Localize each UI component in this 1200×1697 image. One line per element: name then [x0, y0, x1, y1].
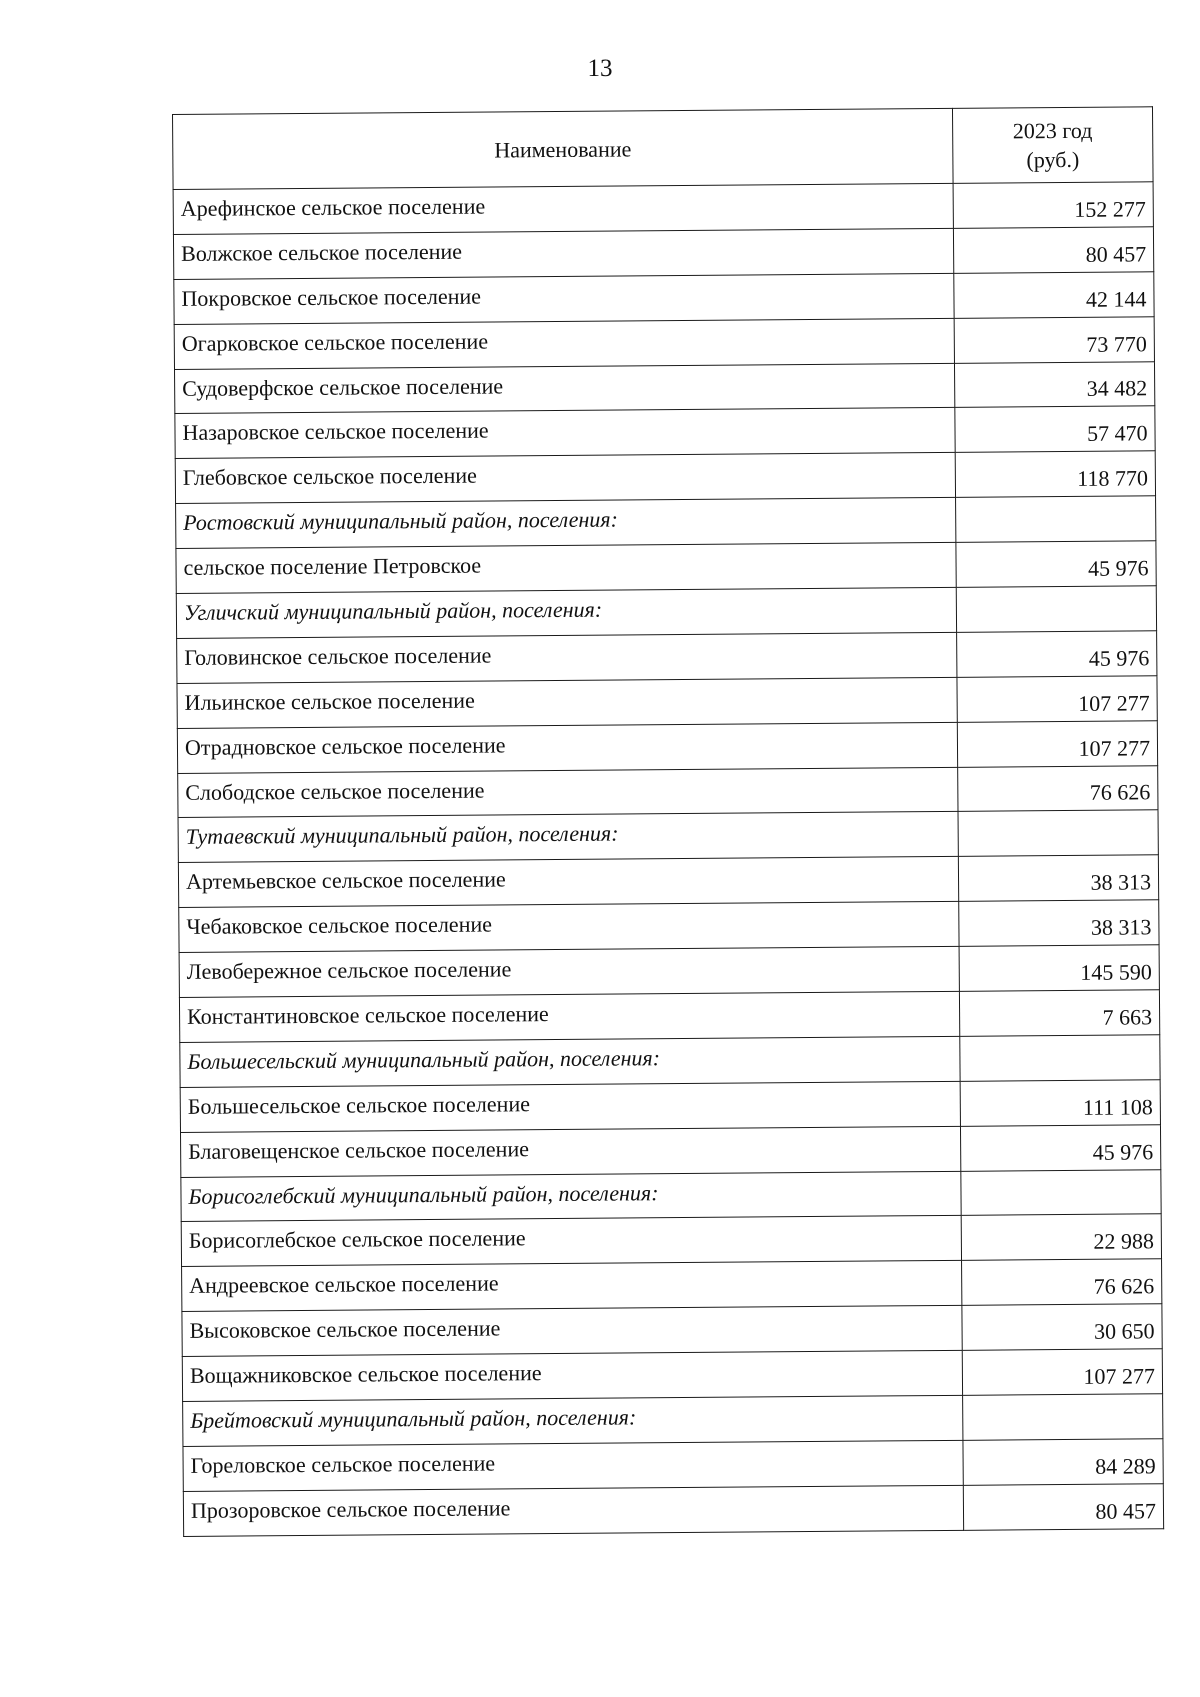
district-header-row [176, 496, 1156, 549]
district-header-row [180, 1035, 1160, 1088]
settlement-name-cell: Назаровское сельское поселение [175, 408, 955, 459]
amount-cell [963, 1394, 1163, 1440]
amount-cell: 84 289 [963, 1439, 1163, 1485]
amount-cell: 38 313 [959, 900, 1159, 946]
amount-cell: 76 626 [958, 765, 1158, 811]
table-row [174, 272, 1154, 325]
amount-cell: 76 626 [962, 1259, 1162, 1305]
amount-cell [956, 496, 1156, 542]
table-container [172, 114, 1157, 1537]
amount-cell: 107 277 [957, 720, 1157, 766]
amount-cell: 80 457 [953, 227, 1153, 273]
settlement-name-cell: Левобережное сельское поселение [179, 946, 959, 997]
table-row [173, 227, 1153, 280]
table-row [179, 990, 1159, 1043]
settlement-name-cell: Головинское сельское поселение [177, 632, 957, 683]
amount-cell: 118 770 [955, 451, 1155, 497]
settlement-name-cell: Благовещенское сельское поселение [180, 1126, 960, 1177]
amount-cell: 107 277 [957, 676, 1157, 722]
table-row [182, 1349, 1162, 1402]
settlement-name-cell: Борисоглебское сельское поселение [181, 1216, 961, 1267]
district-name-cell: Большесельский муниципальный район, поселения: [180, 1036, 960, 1087]
settlement-name-cell: Арефинское сельское поселение [173, 183, 953, 234]
table-row [175, 451, 1155, 504]
amount-cell: 152 277 [953, 182, 1153, 228]
settlement-name-cell: Прозоровское сельское поселение [183, 1485, 963, 1536]
column-header-year [952, 107, 1153, 184]
table-row [179, 945, 1159, 998]
district-name-cell: Угличский муниципальный район, поселения: [176, 587, 956, 638]
page-number: 13 [587, 55, 613, 82]
amount-cell: 111 108 [960, 1080, 1160, 1126]
table-row [177, 631, 1157, 684]
settlement-name-cell: Ильинское сельское поселение [177, 677, 957, 728]
settlement-name-cell: Артемьевское сельское поселение [178, 857, 958, 908]
settlement-name-cell: Чебаковское сельское поселение [179, 902, 959, 953]
table-row [181, 1214, 1161, 1267]
table-row [179, 900, 1159, 953]
settlement-name-cell: Большесельское сельское поселение [180, 1081, 960, 1132]
settlement-name-cell: сельское поселение Петровское [176, 542, 956, 593]
settlement-name-cell: Судоверфское сельское поселение [175, 363, 955, 414]
table-row [178, 855, 1158, 908]
table-row [180, 1124, 1160, 1177]
settlement-name-cell: Вощажниковское сельское поселение [182, 1350, 962, 1401]
amount-cell: 145 590 [959, 945, 1159, 991]
table-row [182, 1304, 1162, 1357]
amount-cell: 57 470 [955, 406, 1155, 452]
district-header-row [176, 586, 1156, 639]
settlement-name-cell: Огарковское сельское поселение [174, 318, 954, 369]
amount-cell: 42 144 [954, 272, 1154, 318]
settlement-name-cell: Андреевское сельское поселение [182, 1261, 962, 1312]
amount-cell: 107 277 [962, 1349, 1162, 1395]
amount-cell: 80 457 [963, 1484, 1163, 1530]
table-row [183, 1439, 1163, 1492]
settlement-name-cell: Высоковское сельское поселение [182, 1306, 962, 1357]
amount-cell: 34 482 [954, 361, 1154, 407]
settlement-name-cell: Гореловское сельское поселение [183, 1440, 963, 1491]
table-row [182, 1259, 1162, 1312]
table-row [175, 406, 1155, 459]
settlement-name-cell: Отрадновское сельское поселение [177, 722, 957, 773]
settlement-name-cell: Константиновское сельское поселение [179, 991, 959, 1042]
amount-cell: 45 976 [957, 631, 1157, 677]
column-header-year-label: 2023 год [1012, 117, 1093, 144]
table-row [173, 182, 1153, 235]
amount-cell [956, 586, 1156, 632]
district-header-row [178, 810, 1158, 863]
district-name-cell: Борисоглебский муниципальный район, поселения: [181, 1171, 961, 1222]
table-body [173, 182, 1164, 1536]
district-name-cell: Тутаевский муниципальный район, поселения: [178, 812, 958, 863]
amount-cell [958, 810, 1158, 856]
district-name-cell: Ростовский муниципальный район, поселения: [176, 498, 956, 549]
district-header-row [181, 1169, 1161, 1222]
amount-cell [961, 1169, 1161, 1215]
amount-cell: 38 313 [958, 855, 1158, 901]
amount-cell: 45 976 [956, 541, 1156, 587]
settlement-name-cell: Волжское сельское поселение [173, 228, 953, 279]
settlement-name-cell: Глебовское сельское поселение [175, 453, 955, 504]
amount-cell: 22 988 [961, 1214, 1161, 1260]
amount-cell [960, 1035, 1160, 1081]
table-row [177, 676, 1157, 729]
table-row [178, 765, 1158, 818]
district-name-cell: Брейтовский муниципальный район, поселения: [183, 1395, 963, 1446]
amount-cell: 30 650 [962, 1304, 1162, 1350]
column-header-name: Наименование [173, 108, 954, 189]
table-row [176, 541, 1156, 594]
table-row [180, 1080, 1160, 1133]
amount-cell: 7 663 [959, 990, 1159, 1036]
settlement-name-cell: Слободское сельское поселение [178, 767, 958, 818]
district-header-row [183, 1394, 1163, 1447]
table-row [183, 1484, 1163, 1537]
table-row [177, 720, 1157, 773]
table-row [175, 361, 1155, 414]
column-header-unit-label: (руб.) [1026, 146, 1080, 173]
table-row [174, 316, 1154, 369]
settlement-name-cell: Покровское сельское поселение [174, 273, 954, 324]
amount-cell: 45 976 [960, 1124, 1160, 1170]
allocation-table [172, 106, 1164, 1536]
table-header-row [173, 107, 1154, 190]
amount-cell: 73 770 [954, 316, 1154, 362]
